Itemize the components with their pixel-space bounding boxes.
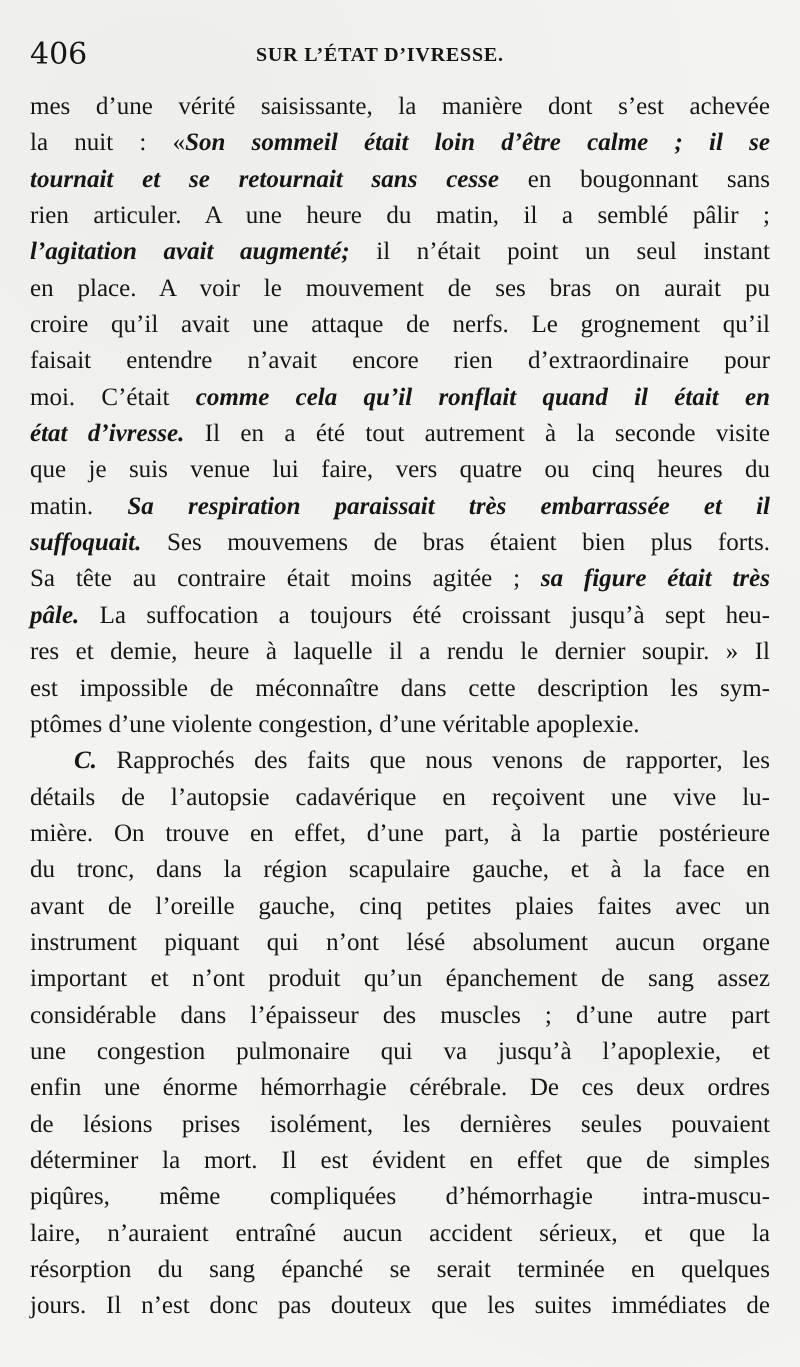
text-line-14 [30, 561, 770, 597]
text-line-30-text: déterminer la mort. Il est évident en effet que de simples [30, 1146, 770, 1174]
text-line-13 [30, 525, 770, 561]
section-marker: C. [74, 747, 97, 775]
text-line-2-italic: Son sommeil était loin d’être calme ; il se [185, 129, 770, 157]
text-line-18 [30, 707, 770, 743]
text-line-21 [30, 816, 770, 852]
text-line-30 [30, 1143, 770, 1179]
text-line-13-after: Ses mouvemens de bras étaient bien plus forts. [141, 529, 770, 557]
text-line-31-text: piqûres, même compliquées d’hémorrhagie intra-muscu- [30, 1183, 770, 1211]
text-line-1-text: mes d’une vérité saisissante, la manière dont s’est achevée [30, 93, 770, 120]
text-line-24 [30, 925, 770, 961]
text-line-9-text: moi. C’était [30, 383, 196, 411]
text-line-20-text: détails de l’autopsie cadavérique en reçoivent une vive lu- [30, 783, 770, 811]
text-line-28-text: enfin une énorme hémorrhagie cérébrale. De ces deux ordres [30, 1074, 770, 1102]
text-line-25-text: important et n’ont produit qu’un épanchement de sang assez [30, 965, 770, 993]
text-line-15-after: La suffocation a toujours été croissant jusqu’à sept heu- [79, 601, 770, 629]
text-line-18-text: ptômes d’une violente congestion, d’une véritable apoplexie. [30, 710, 640, 738]
text-line-23 [30, 889, 770, 925]
text-line-31 [30, 1179, 770, 1215]
text-line-12-italic: Sa respiration paraissait très embarrassée et il [127, 492, 770, 520]
text-line-11 [30, 452, 770, 488]
text-line-16-text: res et demie, heure à laquelle il a rendu le dernier soupir. » Il [30, 638, 770, 666]
text-line-29-text: de lésions prises isolément, les dernières seules pouvaient [30, 1110, 770, 1138]
text-line-4-text: rien articuler. A une heure du matin, il a semblé pâlir ; [30, 202, 770, 230]
text-line-6-text: en place. A voir le mouvement de ses bras on aurait pu [30, 274, 770, 302]
text-line-17 [30, 671, 770, 707]
text-line-15 [30, 598, 770, 634]
text-line-33-text: résorption du sang épanché se serait terminée en quelques [30, 1256, 770, 1283]
text-line-14-text: Sa tête au contraire était moins agitée ; [30, 565, 541, 593]
text-line-1 [30, 89, 770, 125]
text-line-9 [30, 380, 770, 416]
text-line-19 [30, 743, 770, 779]
text-line-21-text: mière. On trouve en effet, d’une part, à la partie postérieure [30, 819, 770, 847]
text-line-27 [30, 1034, 770, 1070]
text-line-15-italic: pâle. [30, 601, 80, 629]
text-line-12-text: matin. [30, 492, 128, 520]
text-line-7-text: croire qu’il avait une attaque de nerfs. Le grognement qu’il [30, 311, 770, 339]
text-line-17-text: est impossible de méconnaître dans cette description les sym- [30, 674, 770, 702]
text-line-25 [30, 961, 770, 997]
text-line-6 [30, 271, 770, 307]
text-line-3-after: en bougonnant sans [498, 165, 770, 193]
text-line-27-text: une congestion pulmonaire qui va jusqu’à l’apoplexie, et [30, 1037, 770, 1065]
text-line-23-text: avant de l’oreille gauche, cinq petites plaies faites avec un [30, 892, 770, 920]
text-line-8 [30, 343, 770, 379]
text-line-10 [30, 416, 770, 452]
text-line-4 [30, 198, 770, 234]
running-title: SUR L’ÉTAT D’IVRESSE. [256, 44, 504, 66]
text-line-2 [30, 125, 770, 161]
text-line-7 [30, 307, 770, 343]
text-line-8-text: faisait entendre n’avait encore rien d’extraordinaire pour [30, 347, 770, 375]
text-line-34 [30, 1288, 770, 1324]
text-line-34-text: jours. Il n’est donc pas douteux que les suites immédiates de [30, 1292, 770, 1320]
page-number: 406 [30, 37, 88, 72]
text-line-33 [30, 1252, 770, 1288]
text-line-20 [30, 780, 770, 816]
text-line-28 [30, 1070, 770, 1106]
text-line-22-text: du tronc, dans la région scapulaire gauche, et à la face en [30, 856, 770, 884]
text-line-5 [30, 234, 770, 270]
text-line-11-text: que je suis venue lui faire, vers quatre ou cinq heures du [30, 456, 770, 484]
text-line-12 [30, 489, 770, 525]
text-line-9-italic: comme cela qu’il ronflait quand il était en [195, 383, 771, 411]
text-line-10-after: Il en a été tout autrement à la seconde visite [184, 420, 771, 448]
text-line-14-italic: sa figure était très [540, 565, 770, 593]
text-line-13-italic: suffoquait. [30, 529, 142, 557]
text-line-26 [30, 998, 770, 1034]
text-line-19-after: Rapprochés des faits que nous venons de rapporter, les [96, 747, 770, 775]
text-line-32-text: laire, n’auraient entraîné aucun accident sérieux, et que la [30, 1219, 770, 1247]
text-line-32 [30, 1216, 770, 1252]
text-line-22 [30, 852, 770, 888]
text-line-3-italic: tournait et se retournait sans cesse [30, 165, 499, 193]
text-line-16 [30, 634, 770, 670]
text-line-5-italic: l’agitation avait augmenté; [30, 238, 350, 266]
text-line-26-text: considérable dans l’épaisseur des muscles ; d’une autre part [30, 1001, 770, 1029]
text-line-10-italic: état d’ivresse. [30, 420, 185, 448]
running-header [30, 34, 770, 74]
text-line-24-text: instrument piquant qui n’ont lésé absolument aucun organe [30, 928, 770, 956]
text-line-29 [30, 1107, 770, 1143]
text-line-2-text: la nuit : « [30, 129, 186, 157]
body-text [30, 89, 770, 1325]
text-line-5-after: il n’était point un seul instant [349, 238, 770, 266]
text-line-3 [30, 162, 770, 198]
